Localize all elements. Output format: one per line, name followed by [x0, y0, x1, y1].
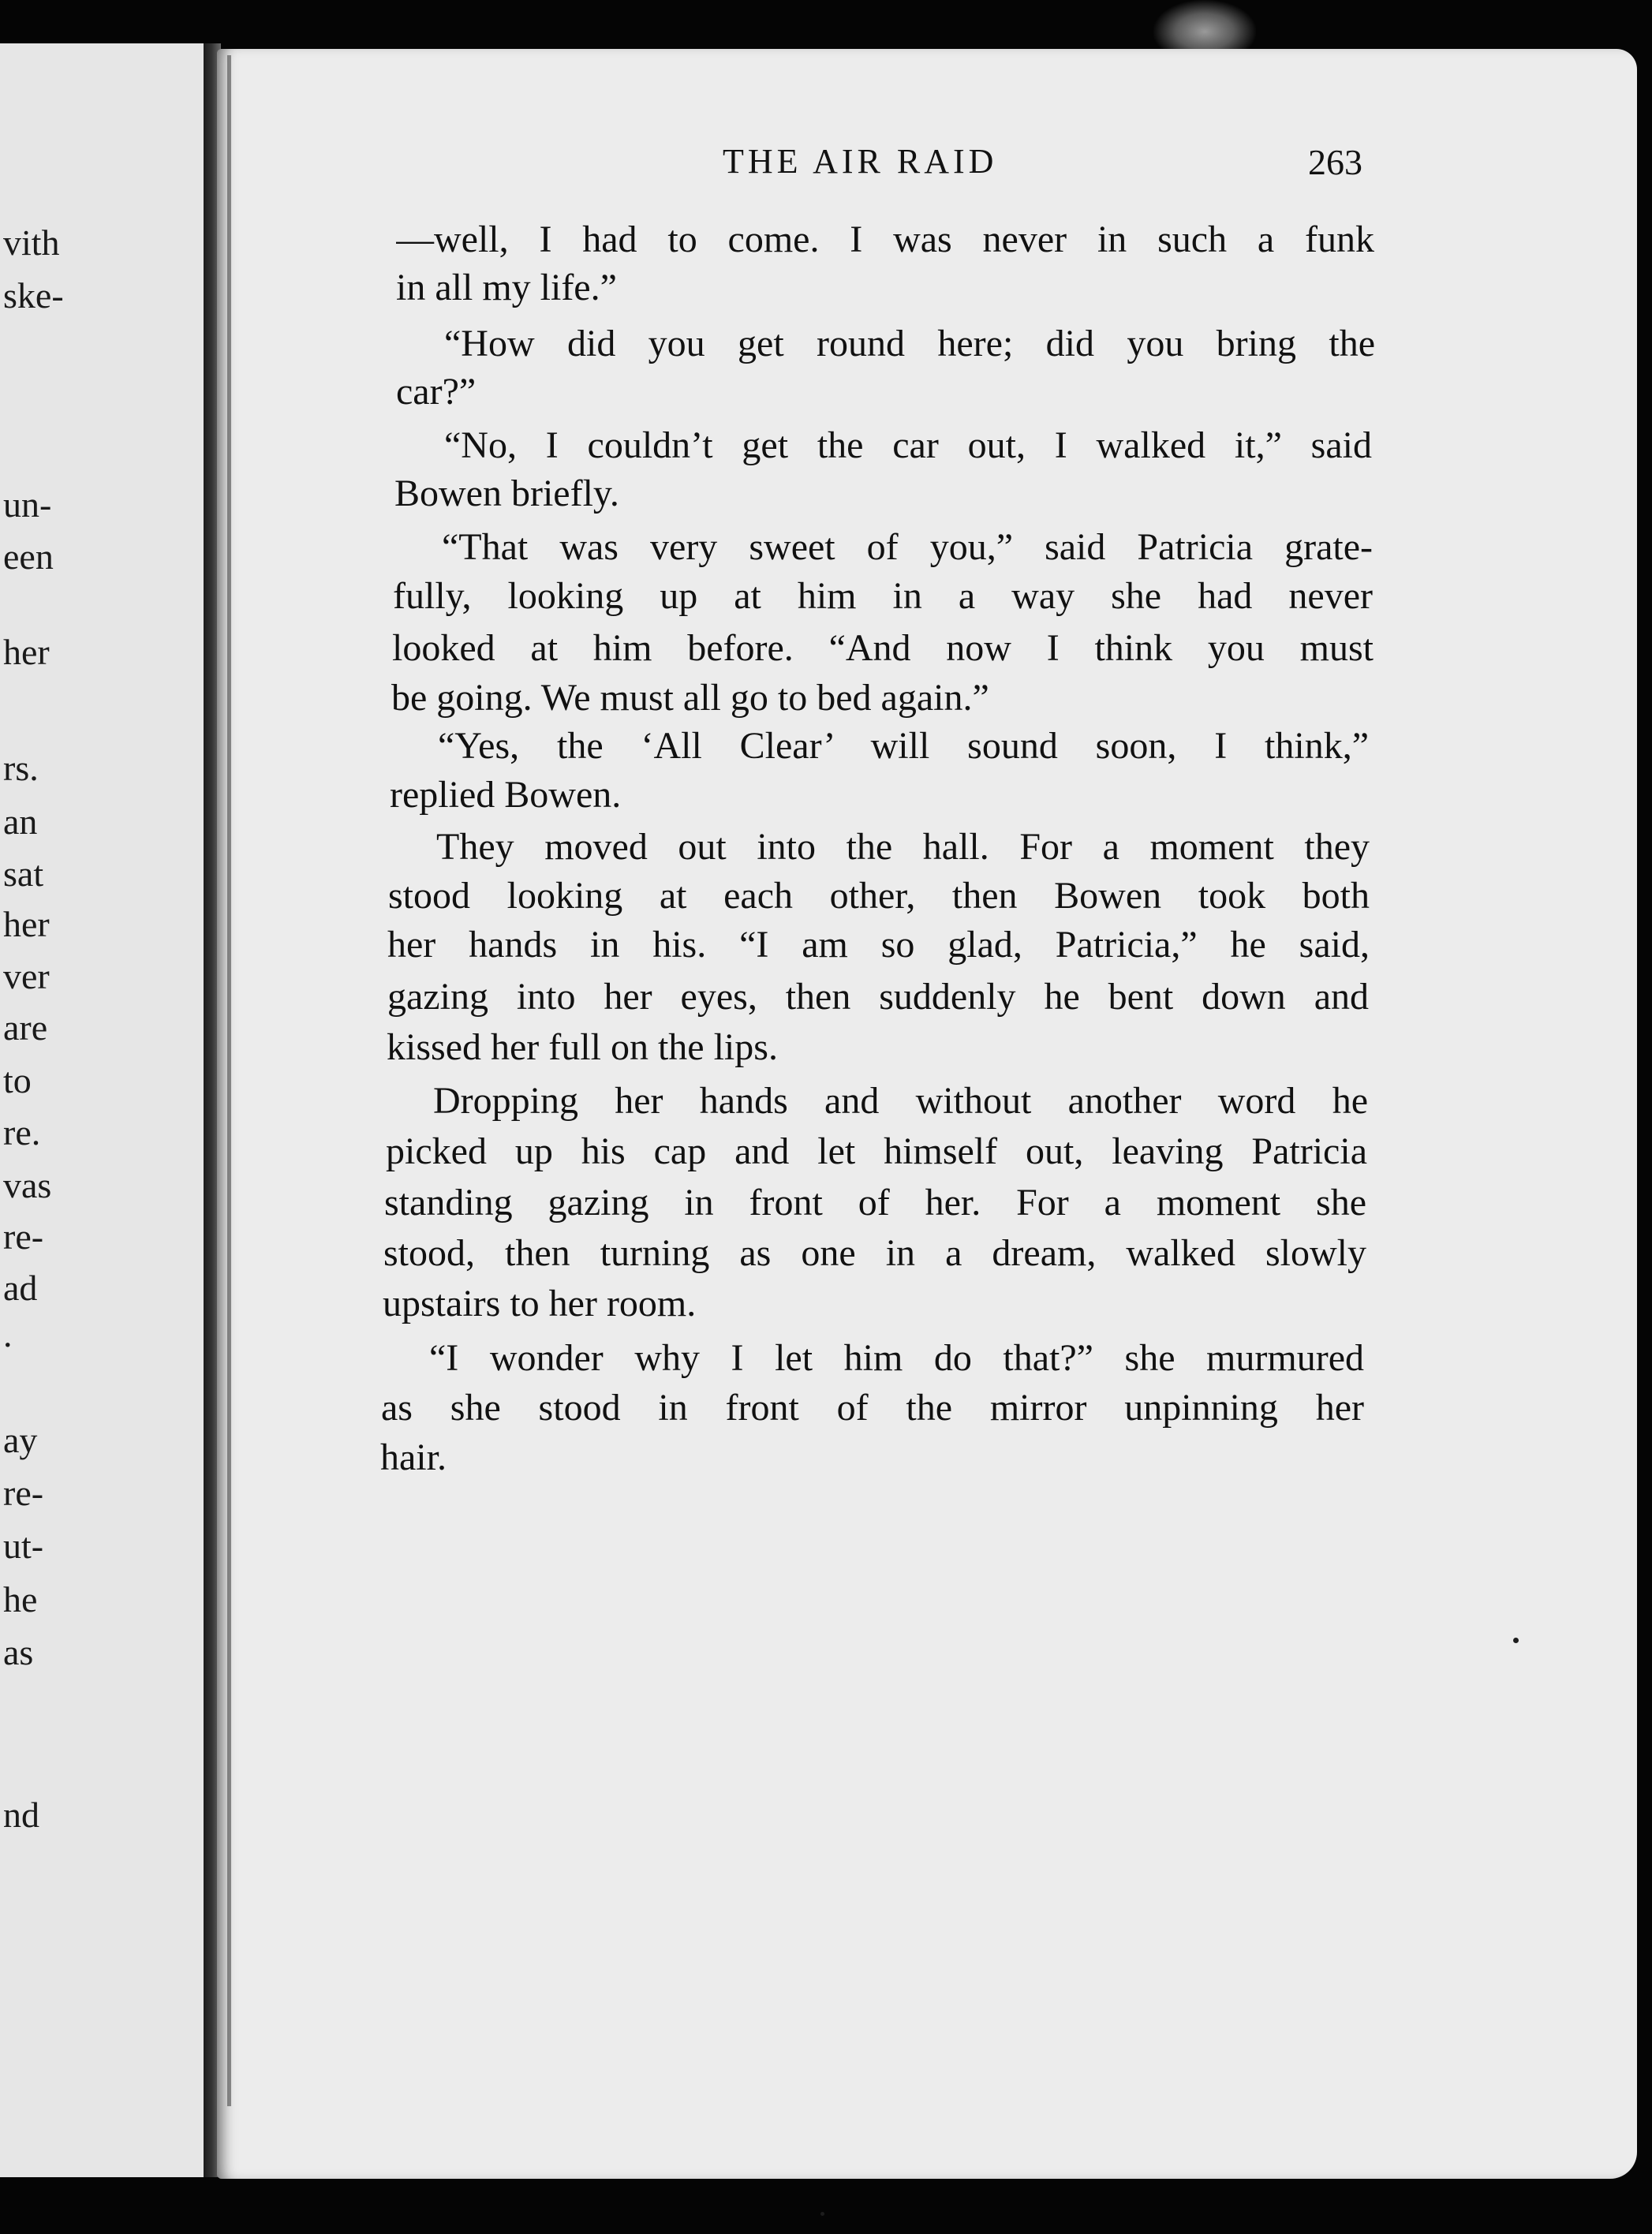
left-page-fragment: ut-: [3, 1526, 44, 1566]
left-page-fragment: ske-: [3, 275, 64, 316]
text-line: her hands in his. “I am so glad, Patricia,” he said,: [387, 924, 1370, 966]
left-page-fragment: un-: [3, 484, 52, 525]
text-line: “That was very sweet of you,” said Patricia grate-: [442, 526, 1373, 568]
left-page-fragment: ver: [3, 956, 50, 996]
left-page-fragment: ad: [3, 1268, 38, 1308]
left-page-fragment: .: [3, 1314, 13, 1354]
left-page-edge: [0, 43, 221, 2177]
text-line: “No, I couldn’t get the car out, I walked it,” said: [444, 424, 1372, 466]
left-page-fragment: re-: [3, 1216, 44, 1257]
text-line: —well, I had to come. I was never in such a funk: [396, 219, 1374, 260]
text-line: be going. We must all go to bed again.”: [391, 677, 989, 719]
left-page-fragment: to: [3, 1060, 32, 1100]
left-page-fragment: her: [3, 904, 50, 944]
scan-speck: [820, 2212, 824, 2216]
left-page-fragment: sat: [3, 854, 44, 894]
left-page-fragment: vith: [3, 222, 60, 263]
text-line: kissed her full on the lips.: [387, 1026, 778, 1068]
left-page-fragment: re-: [3, 1473, 44, 1513]
text-line: hair.: [380, 1436, 447, 1478]
text-line: Bowen briefly.: [394, 473, 619, 514]
text-line: “Yes, the ‘All Clear’ will sound soon, I think,”: [438, 725, 1369, 767]
left-page-fragment: een: [3, 536, 54, 577]
left-page-fragment: vas: [3, 1165, 52, 1205]
text-line: standing gazing in front of her. For a moment she: [384, 1182, 1366, 1223]
text-line: picked up his cap and let himself out, leaving Patricia: [386, 1130, 1367, 1172]
text-line: fully, looking up at him in a way she had never: [393, 575, 1373, 617]
left-page-fragment: re.: [3, 1112, 41, 1152]
left-page-fragment: ay: [3, 1420, 38, 1460]
text-line: in all my life.”: [396, 267, 617, 308]
text-line: car?”: [396, 371, 477, 413]
text-line: as she stood in front of the mirror unpinning her: [381, 1387, 1364, 1429]
left-page-fragment: nd: [3, 1795, 39, 1835]
text-line: gazing into her eyes, then suddenly he bent down and: [387, 976, 1369, 1018]
left-page-fragment: he: [3, 1579, 38, 1619]
page-number: 263: [1308, 142, 1362, 182]
text-line: replied Bowen.: [390, 774, 622, 816]
text-line: stood, then turning as one in a dream, walked slowly: [383, 1232, 1366, 1274]
left-page-fragment: rs.: [3, 748, 39, 788]
text-line: looked at him before. “And now I think you must: [392, 627, 1374, 669]
running-head: THE AIR RAID: [723, 142, 998, 181]
left-page-fragment: her: [3, 632, 50, 672]
left-page-fragment: an: [3, 801, 38, 842]
page-fold-shadow: [227, 55, 231, 2106]
text-line: Dropping her hands and without another word he: [433, 1080, 1368, 1122]
left-page-fragment: as: [3, 1632, 34, 1672]
text-line: upstairs to her room.: [383, 1283, 697, 1324]
text-line: “I wonder why I let him do that?” she murmured: [429, 1337, 1364, 1379]
scan-speck: [1513, 1638, 1519, 1643]
left-page-fragment: are: [3, 1007, 48, 1048]
text-line: “How did you get round here; did you bring the: [444, 323, 1375, 364]
text-line: They moved out into the hall. For a moment they: [436, 826, 1370, 868]
text-line: stood looking at each other, then Bowen took both: [388, 875, 1370, 917]
